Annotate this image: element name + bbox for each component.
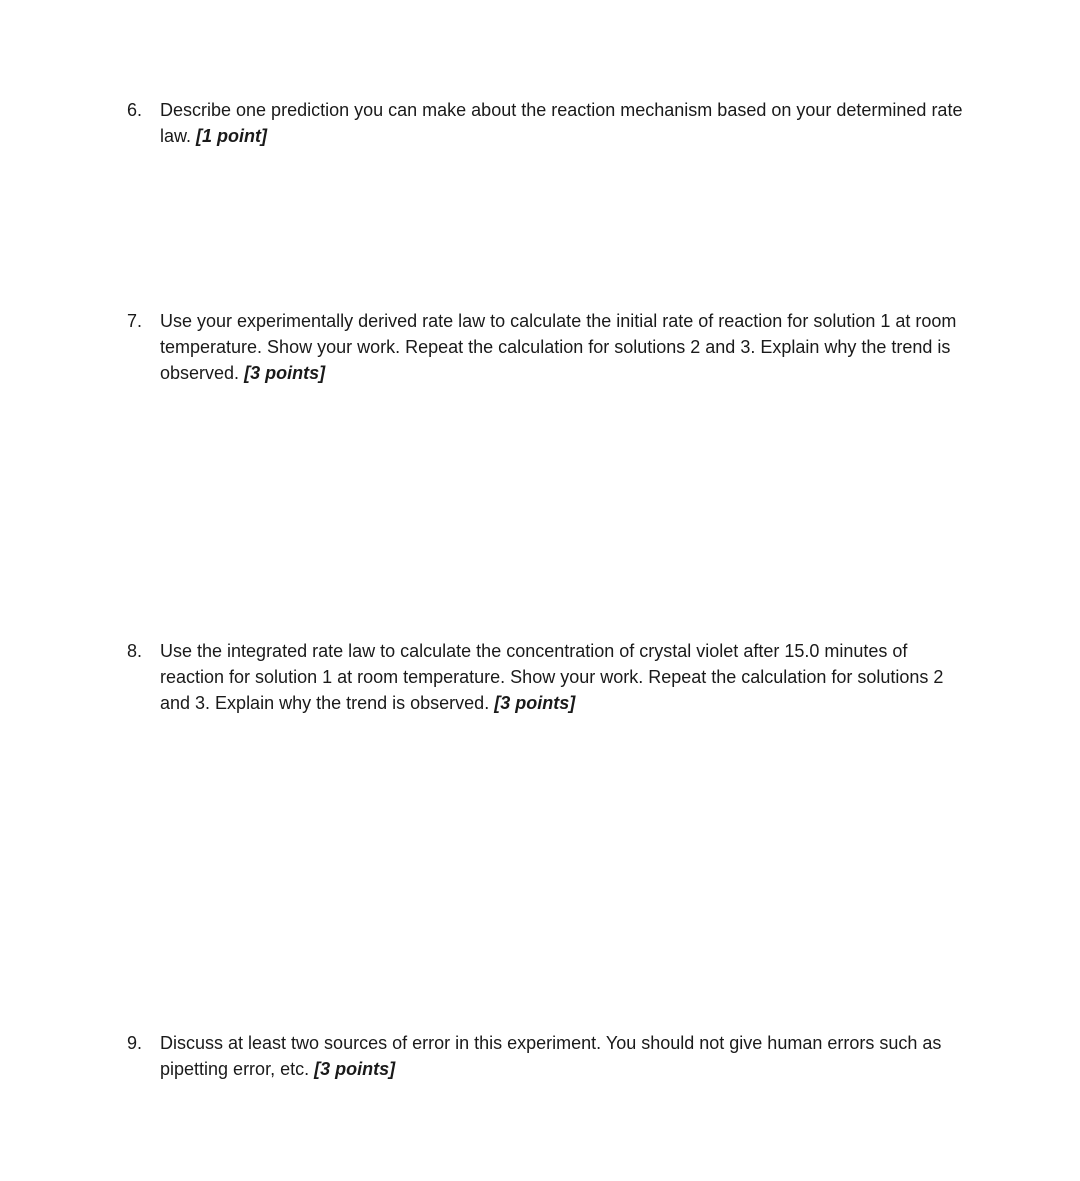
question-points: [1 point] <box>196 126 268 146</box>
question-number: 7. <box>127 311 143 331</box>
question-points: [3 points] <box>494 693 576 713</box>
question-points: [3 points] <box>244 363 326 383</box>
question-number: 6. <box>127 100 143 120</box>
question-number: 8. <box>127 641 143 661</box>
question-prompt: Use the integrated rate law to calculate the concentration of crystal violet after 15.0 minutes of reaction for solution 1 at room temperature. Show your work. Repeat the calculation for solutions 2 and 3. Explain why the trend is observed. <box>160 641 944 713</box>
question-prompt: Discuss at least two sources of error in this experiment. You should not give human errors such as pipetting error, etc. <box>160 1033 942 1079</box>
question-9 <box>127 1030 967 1082</box>
question-text-block <box>160 638 967 716</box>
question-text-block <box>160 308 967 386</box>
question-points: [3 points] <box>314 1059 396 1079</box>
question-8 <box>127 638 967 716</box>
question-text-block <box>160 1030 967 1082</box>
question-prompt: Use your experimentally derived rate law to calculate the initial rate of reaction for solution 1 at room temperature. Show your work. Repeat the calculation for solutions 2 and 3. Explain why the trend is observed. <box>160 311 957 383</box>
question-6 <box>127 97 967 149</box>
question-number: 9. <box>127 1033 143 1053</box>
question-prompt: Describe one prediction you can make about the reaction mechanism based on your determined rate law. <box>160 100 963 146</box>
question-7 <box>127 308 967 386</box>
question-text-block <box>160 97 967 149</box>
